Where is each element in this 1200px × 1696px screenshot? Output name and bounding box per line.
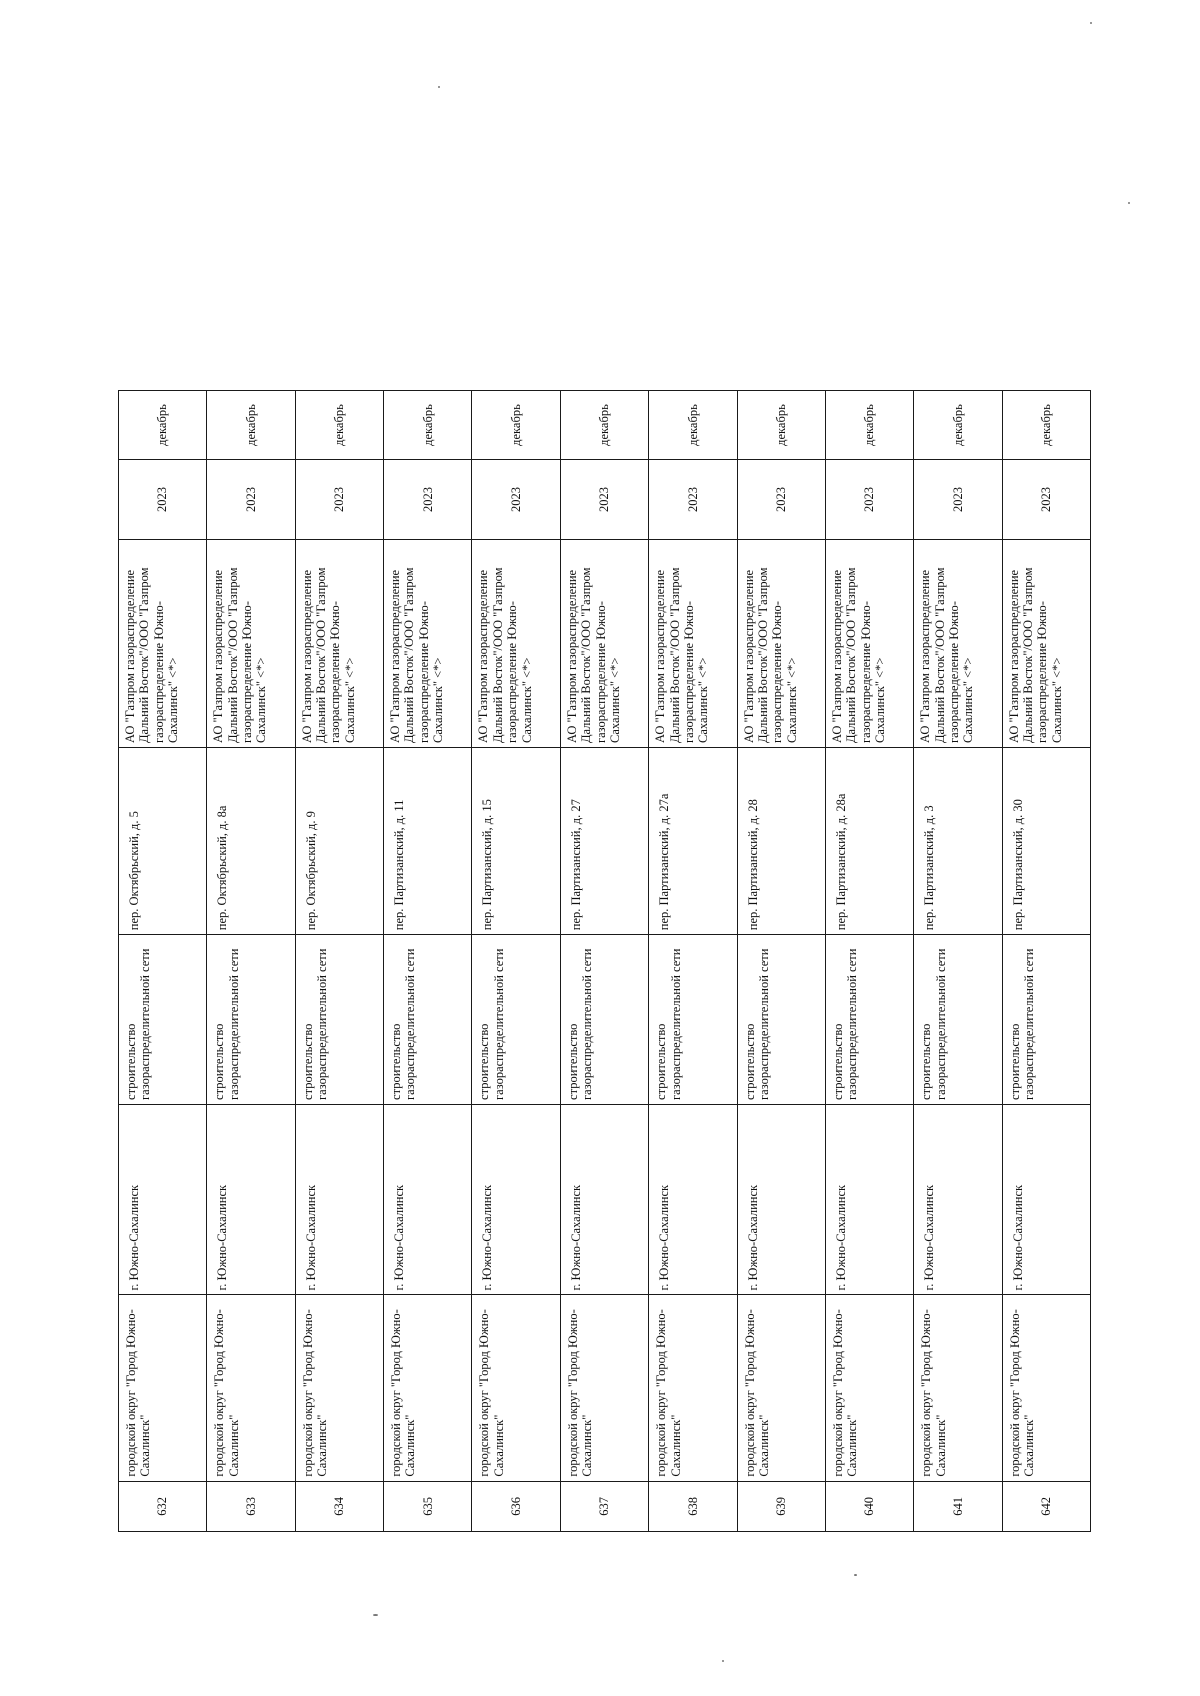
- municipality-cell: городской округ "Город Южно-Сахалинск": [295, 1295, 383, 1481]
- row-number: 635: [384, 1481, 472, 1531]
- row-number: 636: [472, 1481, 560, 1531]
- scan-speck: [722, 1660, 724, 1662]
- address-cell: пер. Октябрьский, д. 8а: [207, 748, 295, 935]
- address-cell: пер. Партизанский, д. 27: [560, 748, 648, 935]
- municipality-cell: городской округ "Город Южно-Сахалинск": [472, 1295, 560, 1481]
- work-type-cell: строительство газораспределительной сети: [560, 935, 648, 1105]
- row-number: 637: [560, 1481, 648, 1531]
- table-row: [207, 391, 295, 1532]
- organization-cell: АО "Газпром газораспределение Дальний Восток"/ООО "Газпром газораспределение Южно-Сахалинск" <*>: [560, 539, 648, 747]
- month-cell: декабрь: [295, 391, 383, 460]
- year-cell: 2023: [914, 460, 1002, 540]
- row-number: 640: [825, 1481, 913, 1531]
- row-number: 638: [649, 1481, 737, 1531]
- organization-cell: АО "Газпром газораспределение Дальний Восток"/ООО "Газпром газораспределение Южно-Сахалинск" <*>: [384, 539, 472, 747]
- municipality-cell: городской округ "Город Южно-Сахалинск": [560, 1295, 648, 1481]
- address-cell: пер. Октябрьский, д. 9: [295, 748, 383, 935]
- municipality-cell: городской округ "Город Южно-Сахалинск": [914, 1295, 1002, 1481]
- city-cell: г. Южно-Сахалинск: [295, 1104, 383, 1295]
- month-cell: декабрь: [560, 391, 648, 460]
- table-row: [1002, 391, 1090, 1532]
- address-cell: пер. Партизанский, д. 28: [737, 748, 825, 935]
- year-cell: 2023: [1002, 460, 1090, 540]
- work-type-cell: строительство газораспределительной сети: [737, 935, 825, 1105]
- municipality-cell: городской округ "Город Южно-Сахалинск": [207, 1295, 295, 1481]
- address-cell: пер. Партизанский, д. 15: [472, 748, 560, 935]
- organization-cell: АО "Газпром газораспределение Дальний Восток"/ООО "Газпром газораспределение Южно-Сахалинск" <*>: [207, 539, 295, 747]
- address-cell: пер. Партизанский, д. 27а: [649, 748, 737, 935]
- scan-speck: [1090, 22, 1092, 24]
- work-type-cell: строительство газораспределительной сети: [295, 935, 383, 1105]
- table-row: [737, 391, 825, 1532]
- year-cell: 2023: [384, 460, 472, 540]
- month-cell: декабрь: [649, 391, 737, 460]
- organization-cell: АО "Газпром газораспределение Дальний Восток"/ООО "Газпром газораспределение Южно-Сахалинск" <*>: [1002, 539, 1090, 747]
- year-cell: 2023: [649, 460, 737, 540]
- municipality-cell: городской округ "Город Южно-Сахалинск": [737, 1295, 825, 1481]
- year-cell: 2023: [472, 460, 560, 540]
- month-cell: декабрь: [1002, 391, 1090, 460]
- city-cell: г. Южно-Сахалинск: [119, 1104, 207, 1295]
- organization-cell: АО "Газпром газораспределение Дальний Восток"/ООО "Газпром газораспределение Южно-Сахалинск" <*>: [119, 539, 207, 747]
- table-row: [119, 391, 207, 1532]
- scan-speck: [854, 1574, 857, 1576]
- organization-cell: АО "Газпром газораспределение Дальний Восток"/ООО "Газпром газораспределение Южно-Сахалинск" <*>: [737, 539, 825, 747]
- row-number: 634: [295, 1481, 383, 1531]
- year-cell: 2023: [560, 460, 648, 540]
- table-row: [472, 391, 560, 1532]
- scan-speck: [373, 1614, 378, 1616]
- work-type-cell: строительство газораспределительной сети: [384, 935, 472, 1105]
- organization-cell: АО "Газпром газораспределение Дальний Восток"/ООО "Газпром газораспределение Южно-Сахалинск" <*>: [649, 539, 737, 747]
- address-cell: пер. Партизанский, д. 30: [1002, 748, 1090, 935]
- month-cell: декабрь: [737, 391, 825, 460]
- city-cell: г. Южно-Сахалинск: [825, 1104, 913, 1295]
- municipality-cell: городской округ "Город Южно-Сахалинск": [825, 1295, 913, 1481]
- table-row: [649, 391, 737, 1532]
- row-number: 642: [1002, 1481, 1090, 1531]
- rotated-table-container: [118, 390, 1090, 1532]
- work-type-cell: строительство газораспределительной сети: [649, 935, 737, 1105]
- scan-speck: [438, 86, 440, 88]
- organization-cell: АО "Газпром газораспределение Дальний Восток"/ООО "Газпром газораспределение Южно-Сахалинск" <*>: [295, 539, 383, 747]
- work-type-cell: строительство газораспределительной сети: [119, 935, 207, 1105]
- table-row: [295, 391, 383, 1532]
- year-cell: 2023: [295, 460, 383, 540]
- work-type-cell: строительство газораспределительной сети: [914, 935, 1002, 1105]
- organization-cell: АО "Газпром газораспределение Дальний Восток"/ООО "Газпром газораспределение Южно-Сахалинск" <*>: [825, 539, 913, 747]
- work-type-cell: строительство газораспределительной сети: [472, 935, 560, 1105]
- year-cell: 2023: [825, 460, 913, 540]
- row-number: 633: [207, 1481, 295, 1531]
- city-cell: г. Южно-Сахалинск: [649, 1104, 737, 1295]
- scan-speck: [1128, 202, 1130, 204]
- city-cell: г. Южно-Сахалинск: [207, 1104, 295, 1295]
- address-cell: пер. Партизанский, д. 28а: [825, 748, 913, 935]
- city-cell: г. Южно-Сахалинск: [737, 1104, 825, 1295]
- year-cell: 2023: [119, 460, 207, 540]
- organization-cell: АО "Газпром газораспределение Дальний Восток"/ООО "Газпром газораспределение Южно-Сахалинск" <*>: [914, 539, 1002, 747]
- address-cell: пер. Партизанский, д. 11: [384, 748, 472, 935]
- month-cell: декабрь: [119, 391, 207, 460]
- table-row: [384, 391, 472, 1532]
- table-row: [825, 391, 913, 1532]
- table-body: [119, 391, 1091, 1532]
- month-cell: декабрь: [472, 391, 560, 460]
- city-cell: г. Южно-Сахалинск: [472, 1104, 560, 1295]
- row-number: 639: [737, 1481, 825, 1531]
- table-row: [914, 391, 1002, 1532]
- city-cell: г. Южно-Сахалинск: [1002, 1104, 1090, 1295]
- city-cell: г. Южно-Сахалинск: [560, 1104, 648, 1295]
- month-cell: декабрь: [384, 391, 472, 460]
- table-row: [560, 391, 648, 1532]
- work-type-cell: строительство газораспределительной сети: [1002, 935, 1090, 1105]
- month-cell: декабрь: [825, 391, 913, 460]
- address-cell: пер. Партизанский, д. 3: [914, 748, 1002, 935]
- work-type-cell: строительство газораспределительной сети: [825, 935, 913, 1105]
- year-cell: 2023: [207, 460, 295, 540]
- row-number: 641: [914, 1481, 1002, 1531]
- municipality-cell: городской округ "Город Южно-Сахалинск": [1002, 1295, 1090, 1481]
- municipality-cell: городской округ "Город Южно-Сахалинск": [384, 1295, 472, 1481]
- year-cell: 2023: [737, 460, 825, 540]
- address-cell: пер. Октябрьский, д. 5: [119, 748, 207, 935]
- month-cell: декабрь: [914, 391, 1002, 460]
- city-cell: г. Южно-Сахалинск: [914, 1104, 1002, 1295]
- month-cell: декабрь: [207, 391, 295, 460]
- municipality-cell: городской округ "Город Южно-Сахалинск": [649, 1295, 737, 1481]
- city-cell: г. Южно-Сахалинск: [384, 1104, 472, 1295]
- row-number: 632: [119, 1481, 207, 1531]
- municipality-cell: городской округ "Город Южно-Сахалинск": [119, 1295, 207, 1481]
- organization-cell: АО "Газпром газораспределение Дальний Восток"/ООО "Газпром газораспределение Южно-Сахалинск" <*>: [472, 539, 560, 747]
- gasification-schedule-table: [118, 390, 1091, 1532]
- work-type-cell: строительство газораспределительной сети: [207, 935, 295, 1105]
